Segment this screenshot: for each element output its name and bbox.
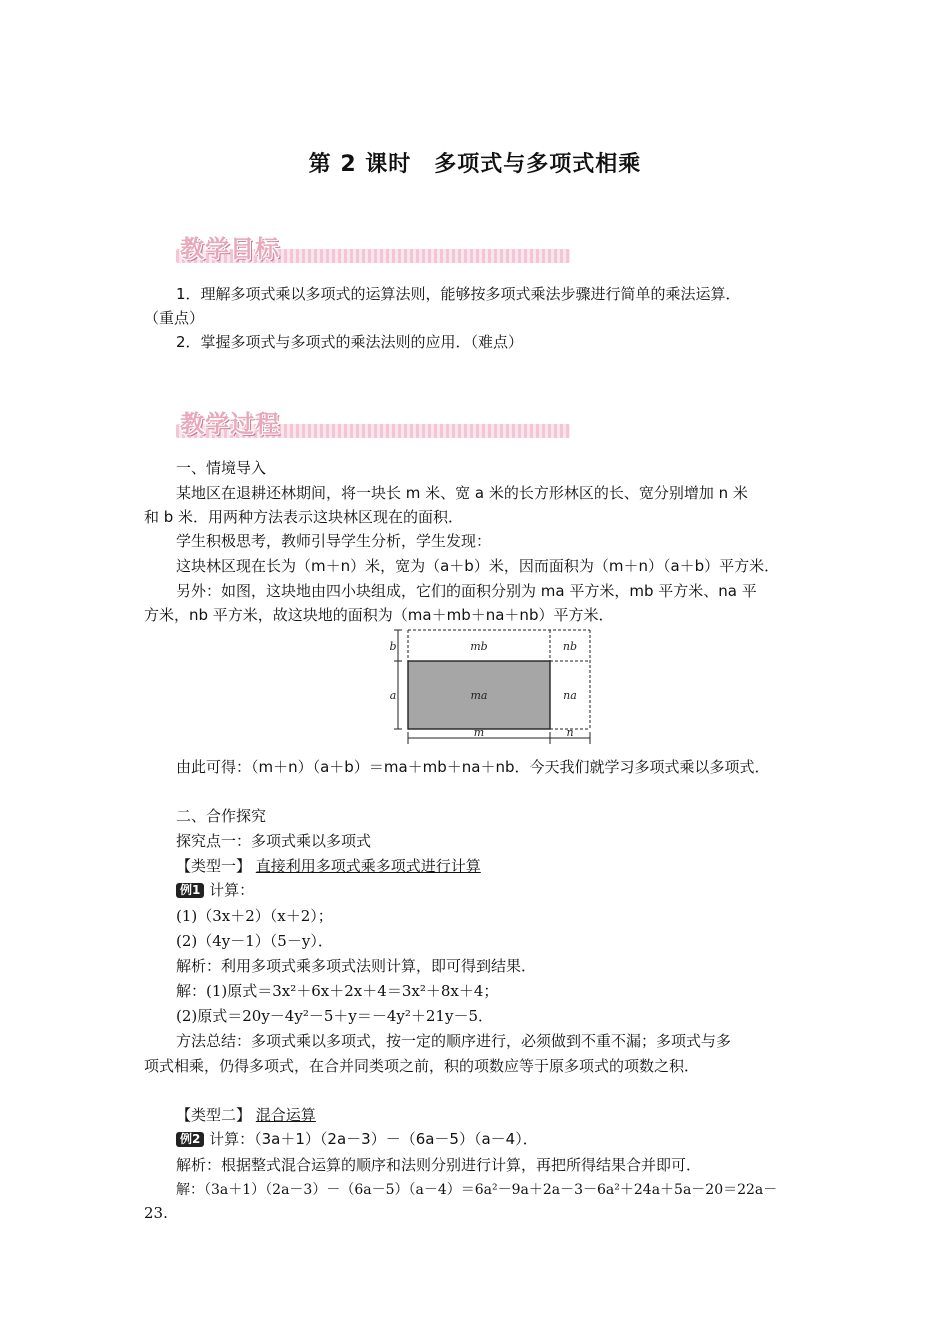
example-1-solution-2: (2)原式＝20y－4y²－5＋y＝－4y²＋21y－5．	[176, 1007, 493, 1025]
cell-label-ma: ma	[470, 689, 488, 702]
dim-label-n: n	[566, 726, 574, 739]
dim-label-a: a	[389, 689, 397, 702]
type2-bracket: 【类型二】	[176, 1106, 252, 1124]
example-1-analysis: 解析：利用多项式乘多项式法则计算，即可得到结果．	[176, 957, 537, 975]
type1-title: 直接利用多项式乘多项式进行计算	[255, 857, 481, 875]
example-1-q1: (1)（3x＋2）（x＋2）；	[176, 907, 333, 925]
method-summary-line1: 方法总结：多项式乘以多项式，按一定的顺序进行，必须做到不重不漏；多项式与多	[176, 1032, 732, 1050]
part1-conclusion: 由此可得：（m＋n）（a＋b）＝ma＋mb＋na＋nb．今天我们就学习多项式乘以多项式．	[176, 758, 770, 776]
type1-bracket: 【类型一】	[176, 857, 252, 875]
example-2-analysis: 解析：根据整式混合运算的顺序和法则分别进行计算，再把所得结果合并即可．	[176, 1156, 702, 1174]
example-2-prompt-text: 计算：（3a＋1）（2a－3）－（6a－5）（a－4）．	[209, 1130, 538, 1148]
example-1-badge: 例1	[176, 883, 204, 898]
process-banner-label: 教学过程	[180, 410, 280, 438]
page-title: 第 2 课时 多项式与多项式相乘	[308, 152, 642, 177]
part1-p4-line1: 另外：如图，这块地由四小块组成，它们的面积分别为 ma 平方米，mb 平方米、na 平	[176, 582, 757, 600]
part1-p2: 学生积极思考，教师引导学生分析，学生发现：	[176, 532, 492, 550]
example-1-solution-1: 解：(1)原式＝3x²＋6x＋2x＋4＝3x²＋8x＋4；	[176, 982, 499, 1000]
dim-label-b: b	[389, 640, 397, 653]
part1-p1-line1: 某地区在退耕还林期间，将一块长 m 米、宽 a 米的长方形林区的长、宽分别增加 n 米	[176, 484, 748, 502]
explore-point-1: 探究点一：多项式乘以多项式	[176, 832, 372, 850]
area-diagram	[386, 626, 596, 748]
cell-label-na: na	[563, 689, 577, 702]
example-2-solution-line1: 解：（3a＋1）（2a－3）－（6a－5）（a－4）＝6a²－9a＋2a－3－6a²＋24a＋5a－20＝22a－	[176, 1182, 778, 1198]
part2-heading: 二、合作探究	[176, 807, 267, 825]
process-banner	[176, 404, 570, 438]
type2-title: 混合运算	[255, 1106, 316, 1124]
example-1-prompt	[176, 879, 254, 900]
cell-label-mb: mb	[470, 640, 488, 653]
goal-1-line-1: 1．理解多项式乘以多项式的运算法则，能够按多项式乘法步骤进行简单的乘法运算．	[176, 285, 741, 303]
part1-p1-line2: 和 b 米．用两种方法表示这块林区现在的面积．	[144, 508, 464, 526]
goal-1-line-2: （重点）	[144, 309, 205, 327]
example-2-prompt	[176, 1128, 538, 1149]
method-summary-line2: 项式相乘，仍得多项式，在合并同类项之前，积的项数应等于原多项式的项数之积．	[144, 1057, 700, 1075]
dim-label-m: m	[473, 726, 485, 739]
part1-p3: 这块林区现在长为（m＋n）米，宽为（a＋b）米，因而面积为（m＋n）（a＋b）平方米．	[176, 557, 780, 575]
type2-heading	[176, 1104, 316, 1125]
goals-banner-label: 教学目标	[180, 235, 280, 263]
example-2-solution-line2: 23.	[144, 1204, 168, 1222]
part1-heading: 一、情境导入	[176, 459, 267, 477]
part1-p4-line2: 方米，nb 平方米，故这块地的面积为（ma＋mb＋na＋nb）平方米．	[144, 606, 614, 624]
example-1-q2: (2)（4y－1）（5－y）．	[176, 932, 333, 950]
area-diagram-svg	[386, 626, 596, 748]
goals-banner	[176, 229, 570, 263]
goal-2: 2．掌握多项式与多项式的乘法法则的应用．（难点）	[176, 333, 524, 351]
example-2-badge: 例2	[176, 1132, 204, 1147]
cell-label-nb: nb	[562, 640, 578, 653]
type1-heading	[176, 855, 481, 876]
example-1-prompt-text: 计算：	[209, 881, 255, 899]
